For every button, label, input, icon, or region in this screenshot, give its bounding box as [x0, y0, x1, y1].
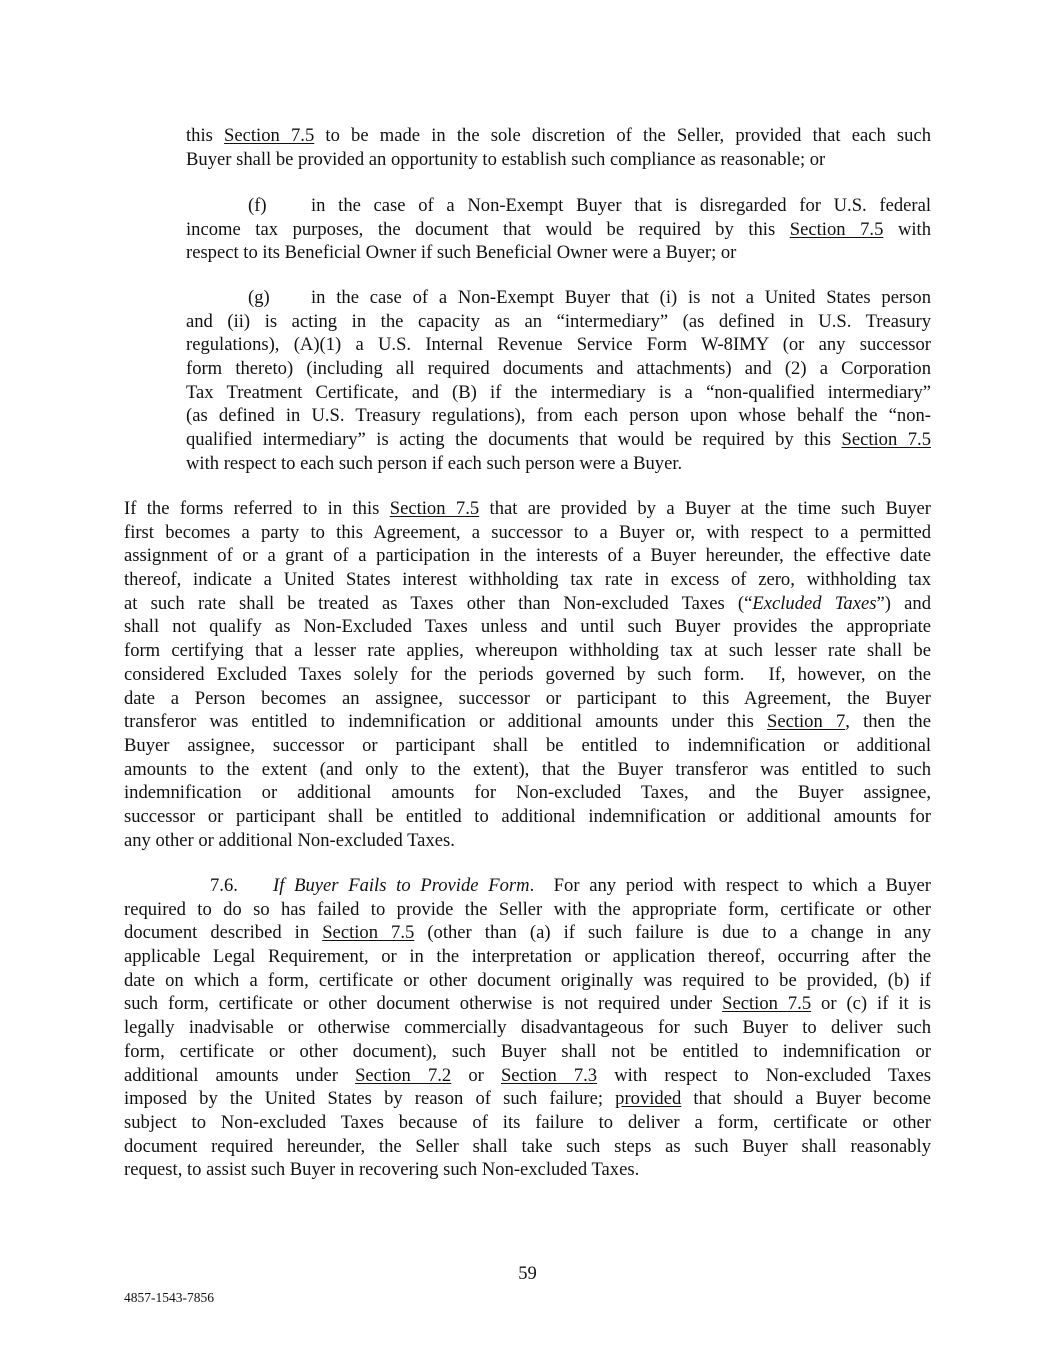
- text: transferor was entitled to indemnification or additional amounts under this: [124, 711, 767, 733]
- text: in the case of a Non-Exempt Buyer that is disregarded for U.S. federal: [311, 195, 931, 216]
- text: to be made in the sole discretion of the Seller, provided that each such: [314, 125, 932, 146]
- text: form thereto) (including all required documents and attachments) and (2) a Corporation: [186, 358, 931, 380]
- text: (as defined in U.S. Treasury regulations), from each person upon whose behalf the “non-: [186, 405, 931, 427]
- text: required to do so has failed to provide the Seller with the appropriate form, certificate or other: [124, 898, 931, 920]
- section-reference-link: Section 7.5: [722, 993, 812, 1015]
- document-id: 4857-1543-7856: [124, 1290, 214, 1305]
- text: date a Person becomes an assignee, successor or participant to this Agreement, the Buyer: [124, 687, 931, 709]
- text: assignment of or a grant of a participation in the interests of a Buyer hereunder, the effective date: [124, 545, 931, 567]
- text: first becomes a party to this Agreement, a successor to a Buyer or, with respect to a permitted: [124, 521, 931, 543]
- section-reference-link: Section 7.5: [224, 125, 315, 146]
- text: imposed by the United States by reason of such failure;: [124, 1088, 616, 1110]
- text: Tax Treatment Certificate, and (B) if the intermediary is a “non-qualified intermediary”: [186, 381, 931, 403]
- text: If the forms referred to in this: [124, 498, 390, 519]
- text: document described in: [124, 922, 323, 944]
- text: or: [451, 1064, 501, 1086]
- section-reference-link: Section 7.3: [500, 1064, 598, 1086]
- text: with respect to each such person if each such person were a Buyer.: [186, 452, 683, 474]
- text: request, to assist such Buyer in recovering such Non-excluded Taxes.: [124, 1159, 640, 1181]
- text: legally inadvisable or otherwise commercially disadvantageous for such Buyer to deliver such: [124, 1017, 931, 1039]
- text: ”) and: [876, 592, 931, 614]
- text: such form, certificate or other document otherwise is not required under: [124, 993, 723, 1015]
- section-reference-link: Section 7: [767, 711, 846, 733]
- paragraph-e-continuation: [186, 124, 931, 171]
- text: considered Excluded Taxes solely for the periods governed by such form. If, however, on the: [124, 663, 931, 685]
- text: respect to its Beneficial Owner if such Beneficial Owner were a Buyer; or: [186, 242, 737, 264]
- text: additional amounts under: [124, 1064, 356, 1086]
- text: that should a Buyer become: [681, 1088, 931, 1110]
- section-reference-link: Section 7.2: [355, 1064, 452, 1086]
- text: at such rate shall be treated as Taxes other than Non-excluded Taxes (“: [124, 592, 753, 614]
- section-reference-link: Section 7.5: [322, 922, 415, 944]
- clause-label: (g): [248, 287, 270, 308]
- text: amounts to the extent (and only to the extent), that the Buyer transferor was entitled to such: [124, 758, 931, 780]
- text: , then the: [845, 711, 931, 733]
- paragraph-forms: [124, 497, 931, 852]
- text: income tax purposes, the document that would be required by this: [186, 218, 790, 240]
- text: document required hereunder, the Seller shall take such steps as such Buyer shall reasonably: [124, 1135, 931, 1157]
- text: or (c) if it is: [811, 993, 931, 1015]
- page-number: 59: [518, 1263, 537, 1284]
- section-reference-link: Section 7.5: [841, 429, 931, 451]
- text: regulations), (A)(1) a U.S. Internal Revenue Service Form W-8IMY (or any successor: [186, 334, 931, 356]
- paragraph-f: [186, 194, 931, 265]
- text: qualified intermediary” is acting the documents that would be required by this: [186, 429, 842, 451]
- clause-label: (f): [248, 195, 267, 216]
- text: this: [186, 125, 225, 146]
- text: form certifying that a lesser rate applies, whereupon withholding tax at such lesser rate shall be: [124, 640, 931, 662]
- text: applicable Legal Requirement, or in the interpretation or application thereof, occurring after the: [124, 946, 931, 968]
- text: with: [883, 218, 931, 240]
- text: shall not qualify as Non-Excluded Taxes unless and until such Buyer provides the appropriate: [124, 616, 931, 638]
- text: thereof, indicate a United States interest withholding tax rate in excess of zero, withholding tax: [124, 569, 931, 591]
- text: (other than (a) if such failure is due to a change in any: [414, 922, 931, 944]
- text: form, certificate or other document), such Buyer shall not be entitled to indemnification or: [124, 1040, 931, 1062]
- text: . For any period with respect to which a Buyer: [529, 875, 931, 896]
- section-reference-link: Section 7.5: [389, 498, 480, 519]
- text: Buyer assignee, successor or participant shall be entitled to indemnification or additional: [124, 734, 931, 756]
- provided-term: provided: [615, 1088, 682, 1110]
- text: successor or participant shall be entitled to additional indemnification or additional amounts for: [124, 805, 931, 827]
- text: Buyer shall be provided an opportunity to establish such compliance as reasonable; or: [186, 148, 826, 170]
- paragraph-g: [186, 286, 931, 476]
- defined-term: Excluded Taxes: [752, 592, 877, 614]
- section-7-6: [124, 874, 931, 1182]
- text: indemnification or additional amounts for Non-excluded Taxes, and the Buyer assignee,: [124, 782, 931, 804]
- text: and (ii) is acting in the capacity as an “intermediary” (as defined in U.S. Treasury: [186, 310, 931, 332]
- text: any other or additional Non-excluded Taxes.: [124, 829, 455, 851]
- text: that are provided by a Buyer at the time such Buyer: [479, 498, 931, 519]
- text: date on which a form, certificate or other document originally was required to be provided, (b) if: [124, 969, 931, 991]
- section-number: 7.6.: [210, 875, 238, 896]
- text: in the case of a Non-Exempt Buyer that (i) is not a United States person: [311, 287, 931, 308]
- text: subject to Non-excluded Taxes because of its failure to deliver a form, certificate or other: [124, 1111, 931, 1133]
- section-reference-link: Section 7.5: [789, 218, 884, 240]
- section-heading: If Buyer Fails to Provide Form: [273, 875, 530, 896]
- text: with respect to Non-excluded Taxes: [597, 1064, 931, 1086]
